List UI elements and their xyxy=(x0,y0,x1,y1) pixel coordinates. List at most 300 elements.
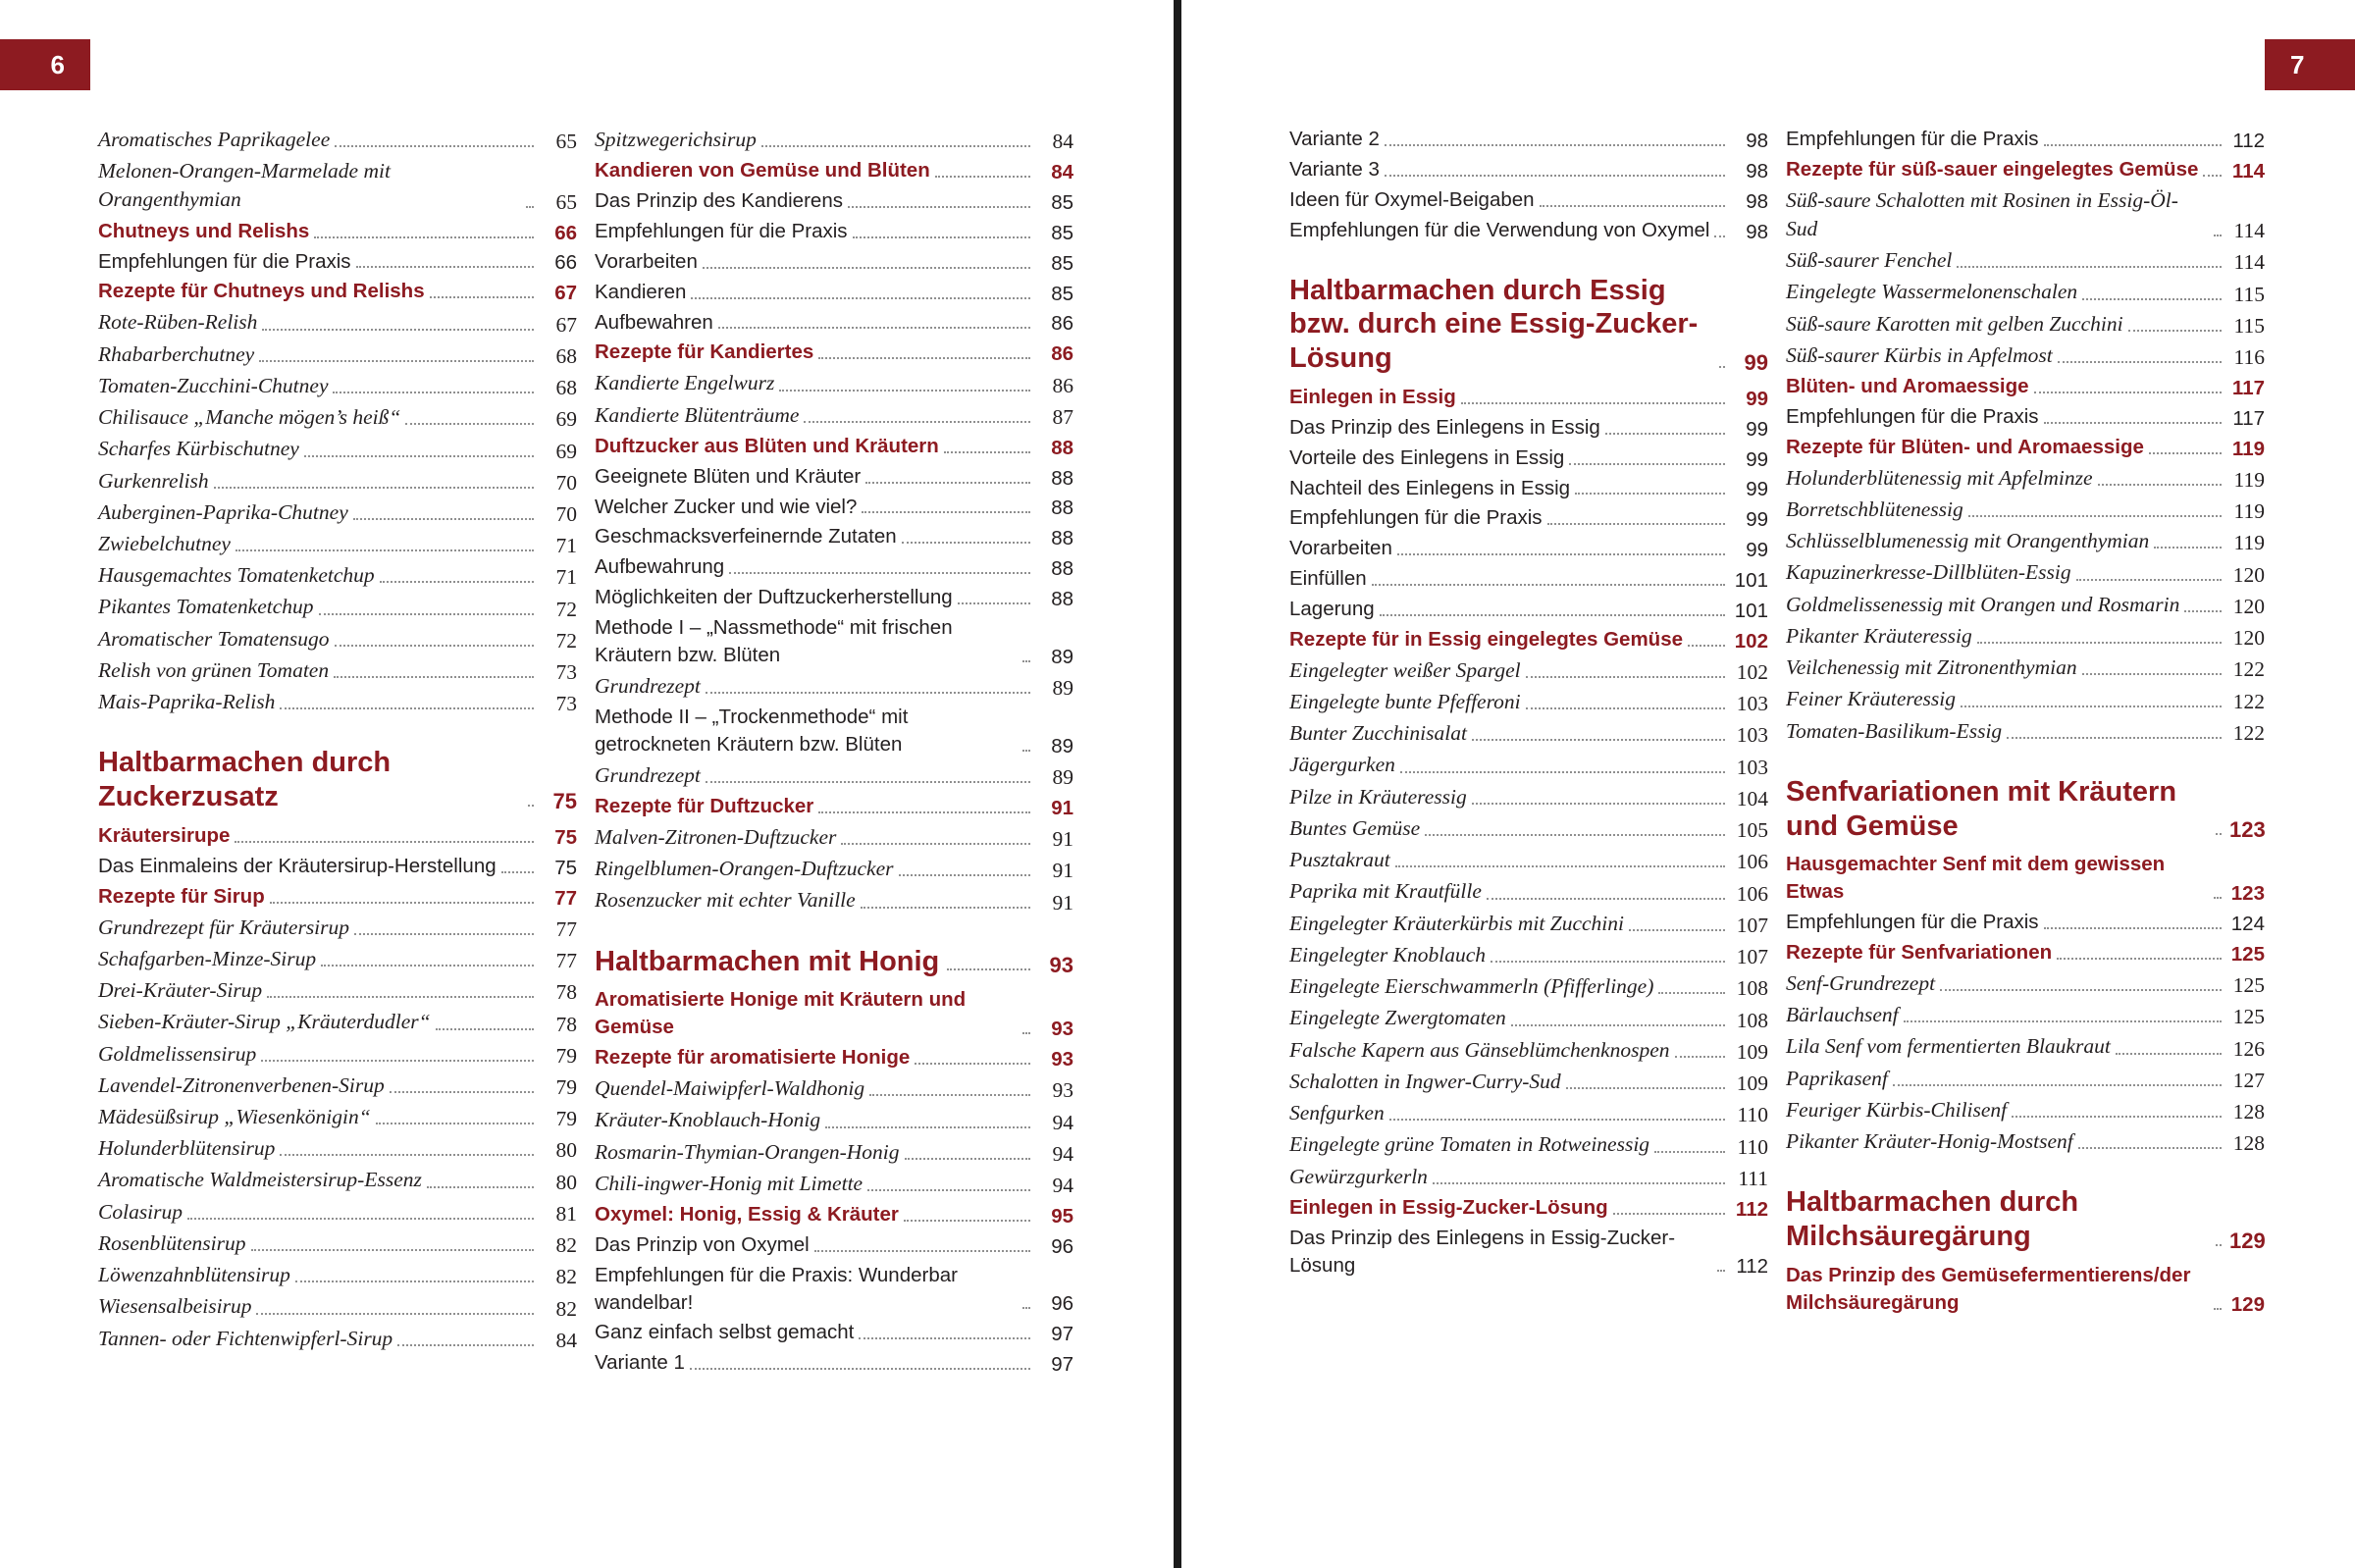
toc-leader-dots xyxy=(848,206,1030,208)
toc-entry-title: Hausgemachtes Tomatenketchup xyxy=(98,563,375,588)
toc-entry-page: 123 xyxy=(2230,882,2265,906)
toc-entry-title: Mädesüßsirup „Wiesenkönigin“ xyxy=(98,1105,371,1128)
toc-entry[interactable] xyxy=(1289,1004,1768,1032)
toc-leader-dots xyxy=(2149,452,2222,454)
toc-entry[interactable] xyxy=(595,672,1073,701)
toc-leader-dots xyxy=(267,996,534,998)
toc-entry[interactable] xyxy=(1289,156,1768,183)
toc-entry[interactable] xyxy=(1289,719,1768,748)
toc-leader-dots xyxy=(841,843,1030,845)
toc-entry[interactable] xyxy=(98,372,577,400)
toc-leader-dots xyxy=(1395,865,1725,867)
toc-entry[interactable] xyxy=(1786,591,2265,619)
toc-entry-page: 129 xyxy=(2230,1292,2265,1316)
toc-entry-page: 66 xyxy=(554,251,577,275)
toc-leader-dots xyxy=(718,327,1030,329)
toc-entry-title: Kräutersirupe xyxy=(98,823,231,847)
toc-entry-page: 84 xyxy=(1052,130,1073,154)
toc-entry[interactable] xyxy=(98,1292,577,1321)
toc-leader-dots xyxy=(905,1158,1030,1160)
toc-entry-title: Holunderblütensirup xyxy=(98,1136,276,1161)
toc-leader-dots xyxy=(2082,673,2222,675)
toc-entry[interactable] xyxy=(595,401,1073,430)
toc-section-heading[interactable] xyxy=(1786,775,2265,844)
toc-entry-page: 101 xyxy=(1734,569,1768,593)
toc-entry-page: 93 xyxy=(1049,953,1073,978)
toc-entry[interactable] xyxy=(595,279,1073,306)
toc-entry[interactable] xyxy=(1786,1001,2265,1029)
toc-entry-page: 86 xyxy=(1051,342,1073,366)
toc-leader-dots xyxy=(2128,330,2222,332)
toc-entry[interactable] xyxy=(595,986,1073,1041)
toc-entry-page: 85 xyxy=(1051,282,1073,305)
toc-entry-title: Eingelegte Wassermelonenschalen xyxy=(1786,280,2078,304)
toc-entry[interactable] xyxy=(595,584,1073,611)
toc-entry[interactable] xyxy=(98,218,577,245)
toc-leader-dots xyxy=(944,451,1030,453)
toc-entry-page: 93 xyxy=(1052,1078,1073,1103)
toc-entry[interactable] xyxy=(1786,341,2265,370)
toc-entry-page: 114 xyxy=(2231,159,2265,183)
toc-entry[interactable] xyxy=(98,278,577,305)
toc-entry[interactable] xyxy=(1289,877,1768,906)
toc-entry[interactable] xyxy=(1289,1036,1768,1065)
toc-entry-page: 71 xyxy=(555,534,577,558)
toc-entry[interactable] xyxy=(1289,414,1768,442)
toc-entry[interactable] xyxy=(98,467,577,496)
toc-entry[interactable] xyxy=(595,1170,1073,1198)
toc-entry[interactable] xyxy=(595,369,1073,397)
toc-entry[interactable] xyxy=(98,308,577,337)
toc-entry-title: Welcher Zucker und wie viel? xyxy=(595,495,858,518)
toc-leader-dots xyxy=(1714,235,1725,237)
toc-entry-title: Quendel-Maiwipferl-Waldhonig xyxy=(595,1076,865,1101)
toc-leader-dots xyxy=(335,145,534,147)
toc-entry-page: 112 xyxy=(2232,129,2265,152)
toc-leader-dots xyxy=(2007,737,2222,739)
toc-entry[interactable] xyxy=(98,883,577,911)
toc-entry-page: 99 xyxy=(1744,349,1768,375)
toc-entry[interactable] xyxy=(595,218,1073,245)
toc-entry[interactable] xyxy=(1786,310,2265,339)
toc-entry-title: Empfehlungen für die Praxis xyxy=(1786,911,2039,934)
toc-entry-title: Feuriger Kürbis-Chilisenf xyxy=(1786,1097,2008,1122)
toc-entry[interactable] xyxy=(595,433,1073,460)
toc-entry[interactable] xyxy=(1289,475,1768,502)
toc-entry-page: 114 xyxy=(2233,250,2265,275)
toc-entry[interactable] xyxy=(1289,596,1768,623)
toc-entry[interactable] xyxy=(595,1349,1073,1377)
toc-entry-page: 99 xyxy=(1746,447,1768,471)
toc-entry-page: 119 xyxy=(2231,437,2265,460)
toc-entry[interactable] xyxy=(1786,496,2265,524)
toc-entry-page: 122 xyxy=(2232,689,2265,713)
toc-leader-dots xyxy=(376,1123,534,1124)
toc-leader-dots xyxy=(1957,266,2222,268)
page-number-right: 7 xyxy=(2265,39,2355,90)
toc-entry-page: 88 xyxy=(1051,527,1073,550)
toc-entry[interactable] xyxy=(98,1008,577,1036)
toc-entry-page: 91 xyxy=(1052,859,1073,883)
toc-entry-title: Veilchenessig mit Zitronenthymian xyxy=(1786,655,2077,680)
toc-entry-title: Das Prinzip des Kandierens xyxy=(595,189,843,213)
toc-entry-page: 103 xyxy=(1736,692,1768,716)
toc-entry[interactable] xyxy=(98,1040,577,1069)
toc-entry[interactable] xyxy=(98,1325,577,1353)
toc-leader-dots xyxy=(859,1337,1030,1339)
toc-entry-title: Zwiebelchutney xyxy=(98,531,231,555)
toc-entry-page: 115 xyxy=(2233,313,2265,338)
toc-entry[interactable] xyxy=(1289,126,1768,153)
toc-entry-title: Möglichkeiten der Duftzuckerherstellung xyxy=(595,586,953,609)
toc-entry[interactable] xyxy=(1289,941,1768,969)
toc-entry[interactable] xyxy=(98,822,577,850)
toc-entry[interactable] xyxy=(595,523,1073,550)
toc-entry-title: Eingelegte bunte Pfefferoni xyxy=(1289,690,1521,713)
toc-entry[interactable] xyxy=(98,976,577,1005)
toc-entry-page: 98 xyxy=(1746,159,1768,183)
toc-entry[interactable] xyxy=(98,853,577,880)
toc-entry[interactable] xyxy=(98,1229,577,1258)
toc-entry[interactable] xyxy=(595,704,1073,758)
toc-section-heading[interactable] xyxy=(595,945,1073,979)
toc-entry[interactable] xyxy=(1289,783,1768,811)
toc-entry[interactable] xyxy=(1289,444,1768,472)
toc-entry-title: Eingelegte Eierschwammerln (Pfifferlinge) xyxy=(1289,974,1654,999)
toc-entry[interactable] xyxy=(1786,685,2265,713)
toc-entry[interactable] xyxy=(595,1201,1073,1228)
toc-entry[interactable] xyxy=(595,1262,1073,1317)
toc-leader-dots xyxy=(915,1063,1030,1065)
toc-entry-page: 125 xyxy=(2230,942,2265,966)
toc-entry-title: Geeignete Blüten und Kräuter xyxy=(595,464,862,488)
toc-entry-page: 128 xyxy=(2232,1131,2265,1156)
toc-entry[interactable] xyxy=(1289,1099,1768,1127)
toc-entry[interactable] xyxy=(595,1231,1073,1259)
toc-leader-dots xyxy=(2184,610,2222,612)
toc-entry[interactable] xyxy=(595,1074,1073,1103)
toc-entry[interactable] xyxy=(98,498,577,527)
toc-leader-dots xyxy=(706,781,1030,783)
toc-entry[interactable] xyxy=(1786,1262,2265,1317)
toc-entry[interactable] xyxy=(1786,1096,2265,1124)
toc-entry[interactable] xyxy=(98,340,577,369)
toc-entry-page: 102 xyxy=(1736,660,1768,684)
toc-leader-dots xyxy=(1380,614,1725,616)
toc-entry-page: 126 xyxy=(2232,1036,2265,1061)
toc-entry[interactable] xyxy=(595,187,1073,215)
toc-entry[interactable] xyxy=(595,1319,1073,1346)
toc-entry[interactable] xyxy=(98,688,577,716)
toc-entry-page: 88 xyxy=(1051,466,1073,490)
toc-leader-dots xyxy=(1491,961,1725,963)
toc-entry-page: 87 xyxy=(1052,404,1073,429)
toc-entry-title: Colasirup xyxy=(98,1199,183,1224)
toc-section-heading[interactable] xyxy=(1786,1185,2265,1254)
toc-entry-page: 120 xyxy=(2232,626,2265,651)
toc-entry-page: 94 xyxy=(1052,1141,1073,1166)
toc-leader-dots xyxy=(2076,579,2222,581)
toc-entry-page: 89 xyxy=(1052,676,1073,701)
toc-entry[interactable] xyxy=(595,1138,1073,1167)
toc-entry[interactable] xyxy=(595,1106,1073,1134)
toc-entry-page: 110 xyxy=(1737,1134,1768,1159)
toc-entry-page: 115 xyxy=(2233,282,2265,306)
toc-entry[interactable] xyxy=(1289,1068,1768,1096)
toc-entry-title: Eingelegter weißer Spargel xyxy=(1289,657,1521,682)
toc-entry[interactable] xyxy=(1786,434,2265,461)
toc-entry[interactable] xyxy=(98,945,577,973)
toc-section-heading[interactable] xyxy=(98,746,577,814)
toc-entry-page: 69 xyxy=(555,407,577,432)
toc-entry[interactable] xyxy=(98,435,577,463)
toc-entry-title: Süß-saure Karotten mit gelben Zucchini xyxy=(1786,311,2123,336)
toc-entry-title: Grundrezept xyxy=(595,673,701,698)
toc-entry[interactable] xyxy=(1289,656,1768,685)
toc-leader-dots xyxy=(1472,803,1725,805)
toc-entry-title: Aufbewahren xyxy=(595,310,713,334)
toc-leader-dots xyxy=(1904,1020,2222,1022)
toc-entry-title: Rezepte für Blüten- und Aromaessige xyxy=(1786,435,2144,458)
toc-entry[interactable] xyxy=(98,1071,577,1100)
toc-leader-dots xyxy=(2044,144,2222,146)
toc-entry-title: Schafgarben-Minze-Sirup xyxy=(98,946,317,970)
toc-entry-page: 91 xyxy=(1052,890,1073,915)
toc-entry[interactable] xyxy=(1289,535,1768,562)
toc-entry-title: Kandieren xyxy=(595,280,687,303)
toc-entry-page: 125 xyxy=(2232,1005,2265,1029)
toc-leader-dots xyxy=(818,811,1030,813)
toc-leader-dots xyxy=(2214,235,2222,236)
toc-leader-dots xyxy=(280,707,534,709)
toc-entry[interactable] xyxy=(1786,1032,2265,1061)
toc-leader-dots xyxy=(706,692,1030,694)
toc-entry-page: 67 xyxy=(555,312,577,337)
toc-entry[interactable] xyxy=(595,823,1073,852)
toc-leader-dots xyxy=(1400,771,1725,773)
toc-entry-page: 67 xyxy=(554,282,577,305)
toc-entry-title: Grundrezept für Kräutersirup xyxy=(98,915,350,939)
toc-entry[interactable] xyxy=(595,886,1073,915)
toc-entry[interactable] xyxy=(595,553,1073,581)
toc-leader-dots xyxy=(1487,898,1725,900)
toc-entry[interactable] xyxy=(98,157,577,214)
toc-entry[interactable] xyxy=(1289,910,1768,938)
toc-leader-dots xyxy=(902,542,1030,544)
toc-entry[interactable] xyxy=(595,614,1073,669)
toc-leader-dots xyxy=(904,1220,1030,1222)
toc-entry-page: 129 xyxy=(2229,1228,2266,1253)
toc-entry-title: Vorteile des Einlegens in Essig xyxy=(1289,445,1565,469)
toc-entry[interactable] xyxy=(1289,626,1768,653)
toc-leader-dots xyxy=(334,676,534,678)
toc-leader-dots xyxy=(1022,1032,1030,1034)
toc-entry-page: 80 xyxy=(555,1138,577,1163)
toc-entry[interactable] xyxy=(98,1166,577,1194)
toc-entry[interactable] xyxy=(98,1103,577,1131)
toc-entry-title: Einlegen in Essig-Zucker-Lösung xyxy=(1289,1195,1608,1219)
toc-entry-title: Empfehlungen für die Praxis: Wunderbar wandelbar! xyxy=(595,1263,958,1314)
toc-entry-title: Rosenblütensirup xyxy=(98,1230,246,1255)
left-page xyxy=(0,0,1174,1568)
toc-entry[interactable] xyxy=(1289,751,1768,779)
toc-entry[interactable] xyxy=(595,126,1073,154)
toc-entry[interactable] xyxy=(1786,969,2265,998)
toc-column-right-1 xyxy=(1289,126,1768,1320)
toc-entry[interactable] xyxy=(1786,1065,2265,1093)
toc-entry-title: Eingelegte grüne Tomaten in Rotweinessig xyxy=(1289,1132,1650,1157)
toc-entry-title: Oxymel: Honig, Essig & Kräuter xyxy=(595,1202,899,1226)
toc-entry[interactable] xyxy=(1289,1194,1768,1222)
toc-entry[interactable] xyxy=(1289,1163,1768,1191)
toc-entry-title: Rezepte für in Essig eingelegtes Gemüse xyxy=(1289,627,1684,651)
toc-entry[interactable] xyxy=(1786,653,2265,682)
toc-entry[interactable] xyxy=(595,1044,1073,1071)
toc-entry-title: Malven-Zitronen-Duftzucker xyxy=(595,824,837,849)
toc-entry[interactable] xyxy=(98,1198,577,1227)
toc-entry[interactable] xyxy=(595,494,1073,521)
toc-entry-title: Duftzucker aus Blüten und Kräutern xyxy=(595,434,939,457)
toc-entry-title: Empfehlungen für die Praxis xyxy=(595,219,848,242)
toc-entry[interactable] xyxy=(1289,688,1768,716)
toc-leader-dots xyxy=(1425,834,1725,836)
toc-entry[interactable] xyxy=(1289,384,1768,411)
toc-entry-page: 119 xyxy=(2233,531,2265,555)
toc-entry-page: 104 xyxy=(1736,786,1768,810)
toc-leader-dots xyxy=(2216,833,2222,835)
toc-entry-title: Empfehlungen für die Praxis xyxy=(1786,405,2039,429)
toc-leader-dots xyxy=(2078,1147,2222,1149)
toc-entry-page: 119 xyxy=(2233,468,2265,493)
toc-entry[interactable] xyxy=(98,914,577,942)
toc-entry[interactable] xyxy=(1786,527,2265,555)
toc-entry-title: Vorarbeiten xyxy=(595,249,698,273)
toc-entry[interactable] xyxy=(98,530,577,558)
toc-entry-page: 93 xyxy=(1051,1018,1073,1041)
toc-entry[interactable] xyxy=(595,463,1073,491)
toc-leader-dots xyxy=(1569,463,1725,465)
toc-entry[interactable] xyxy=(98,1134,577,1163)
toc-entry[interactable] xyxy=(1786,464,2265,493)
toc-leader-dots xyxy=(235,841,534,843)
toc-entry[interactable] xyxy=(98,403,577,432)
toc-entry-title: Chutneys und Relishs xyxy=(98,219,310,242)
toc-entry[interactable] xyxy=(98,1261,577,1289)
toc-entry[interactable] xyxy=(1786,403,2265,431)
toc-entry[interactable] xyxy=(98,656,577,685)
toc-entry[interactable] xyxy=(595,793,1073,820)
toc-entry-page: 107 xyxy=(1736,945,1768,969)
toc-entry[interactable] xyxy=(1289,814,1768,843)
toc-entry[interactable] xyxy=(1289,186,1768,214)
toc-section-title: Haltbarmachen durch Essig bzw. durch eine Essig-Zucker-Lösung xyxy=(1289,274,1699,375)
toc-entry[interactable] xyxy=(595,248,1073,276)
toc-leader-dots xyxy=(1389,1119,1725,1121)
toc-entry-title: Tomaten-Basilikum-Essig xyxy=(1786,718,2003,743)
toc-entry[interactable] xyxy=(98,625,577,653)
toc-entry-title: Hausgemachter Senf mit dem gewissen Etwas xyxy=(1786,853,2166,904)
toc-entry-page: 91 xyxy=(1051,796,1073,819)
toc-entry[interactable] xyxy=(1786,851,2265,906)
toc-entry[interactable] xyxy=(1786,1127,2265,1156)
toc-leader-dots xyxy=(862,511,1030,513)
toc-entry-page: 70 xyxy=(555,501,577,526)
toc-entry-title: Ganz einfach selbst gemacht xyxy=(595,1321,855,1344)
toc-entry-page: 79 xyxy=(555,1075,577,1099)
toc-leader-dots xyxy=(1526,707,1725,709)
toc-entry[interactable] xyxy=(595,855,1073,883)
toc-entry[interactable] xyxy=(1289,1130,1768,1159)
toc-leader-dots xyxy=(187,1218,534,1220)
toc-entry-page: 120 xyxy=(2232,562,2265,587)
toc-entry-page: 72 xyxy=(555,628,577,653)
toc-entry-page: 89 xyxy=(1052,765,1073,790)
toc-entry-page: 97 xyxy=(1051,1323,1073,1346)
toc-entry-title: Tomaten-Zucchini-Chutney xyxy=(98,373,329,397)
toc-leader-dots xyxy=(958,602,1030,604)
toc-entry[interactable] xyxy=(1289,217,1768,244)
toc-entry[interactable] xyxy=(595,309,1073,337)
toc-entry[interactable] xyxy=(1786,717,2265,746)
toc-section-heading[interactable] xyxy=(1289,274,1768,376)
toc-entry[interactable] xyxy=(1786,156,2265,183)
toc-entry[interactable] xyxy=(1786,909,2265,936)
toc-entry[interactable] xyxy=(1786,126,2265,153)
toc-entry[interactable] xyxy=(595,761,1073,790)
toc-section-title: Senfvariationen mit Kräutern und Gemüse xyxy=(1786,775,2177,842)
toc-leader-dots xyxy=(1893,1084,2222,1086)
toc-entry-page: 123 xyxy=(2229,817,2266,843)
toc-leader-dots xyxy=(2214,897,2222,899)
toc-entry-page: 109 xyxy=(1736,1071,1768,1096)
toc-entry[interactable] xyxy=(1786,373,2265,400)
toc-leader-dots xyxy=(262,329,534,331)
toc-entry[interactable] xyxy=(1786,558,2265,587)
toc-leader-dots xyxy=(280,1154,534,1156)
toc-entry[interactable] xyxy=(1786,939,2265,967)
toc-entry-page: 122 xyxy=(2232,657,2265,682)
toc-entry[interactable] xyxy=(1786,186,2265,243)
toc-entry[interactable] xyxy=(1289,504,1768,532)
toc-entry[interactable] xyxy=(1786,278,2265,306)
toc-entry-title: Sieben-Kräuter-Sirup „Kräuterdudler“ xyxy=(98,1010,431,1034)
toc-entry[interactable] xyxy=(595,157,1073,184)
toc-entry[interactable] xyxy=(1289,846,1768,874)
toc-leader-dots xyxy=(353,518,534,520)
toc-entry[interactable] xyxy=(1289,565,1768,593)
toc-leader-dots xyxy=(1385,175,1725,177)
toc-leader-dots xyxy=(1397,553,1725,555)
toc-entry-title: Auberginen-Paprika-Chutney xyxy=(98,499,348,524)
toc-entry[interactable] xyxy=(98,248,577,276)
toc-leader-dots xyxy=(314,236,534,238)
toc-entry-title: Chilisauce „Manche mögen’s heiß“ xyxy=(98,405,401,430)
toc-entry-page: 89 xyxy=(1051,734,1073,758)
toc-entry-title: Das Prinzip des Einlegens in Essig-Zucker-Lösung xyxy=(1289,1226,1676,1277)
toc-entry[interactable] xyxy=(595,339,1073,366)
toc-entry[interactable] xyxy=(1786,246,2265,275)
toc-entry-title: Relish von grünen Tomaten xyxy=(98,657,330,682)
toc-entry[interactable] xyxy=(1289,1225,1768,1280)
toc-entry[interactable] xyxy=(1786,622,2265,651)
toc-entry[interactable] xyxy=(98,126,577,154)
toc-entry-page: 95 xyxy=(1051,1204,1073,1228)
toc-entry-title: Feiner Kräuteressig xyxy=(1786,687,1956,711)
toc-entry[interactable] xyxy=(1289,972,1768,1001)
toc-entry-page: 106 xyxy=(1736,850,1768,874)
toc-entry[interactable] xyxy=(98,593,577,621)
toc-entry[interactable] xyxy=(98,561,577,590)
